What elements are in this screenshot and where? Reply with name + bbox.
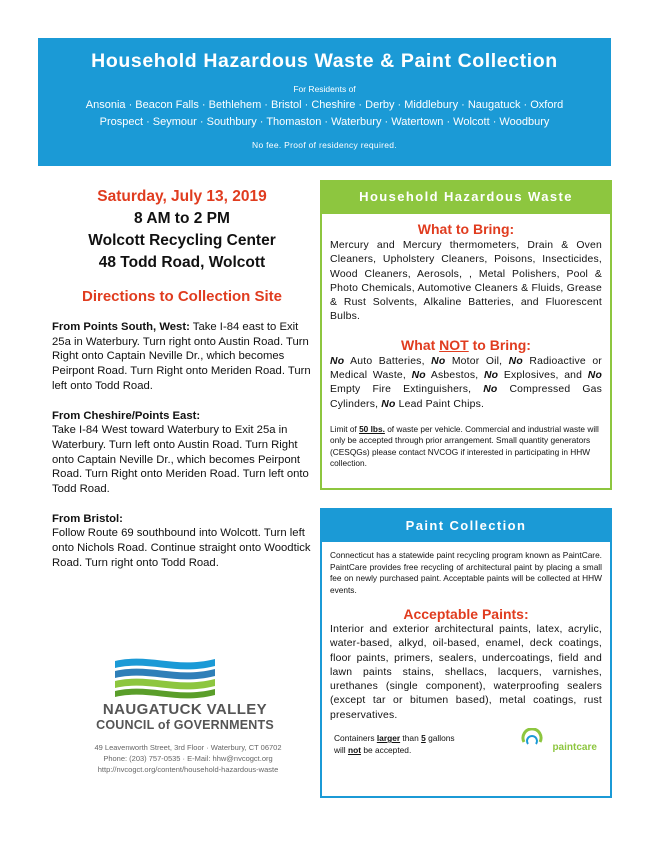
directions-lead: From Points South, West:: [52, 321, 190, 333]
not-item: Lead Paint Chips.: [395, 398, 485, 410]
limit-pre: Limit of: [330, 423, 360, 434]
containers-size: 5: [421, 733, 426, 744]
towns-line-2: Prospect · Seymour · Southbury · Thomaston · Waterbury · Watertown · Wolcott · Woodbury: [99, 116, 550, 128]
fee-note: No fee. Proof of residency required.: [252, 140, 397, 150]
containers-pre: Containers: [334, 733, 377, 744]
paint-box: [320, 508, 612, 798]
no-word: No: [431, 355, 446, 367]
event-details: [52, 188, 312, 272]
no-word: No: [381, 398, 396, 410]
directions-text: Take I-84 east to Exit 25a in Waterbury. Turn right onto Austin Road. Turn Right onto Captain Neville Dr., which becomes Peirpont Road. Turn Right onto Meriden Road. Turn left onto Todd Road.: [52, 321, 311, 392]
not-item: Auto Batteries,: [344, 355, 432, 367]
containers-mid: than: [400, 733, 422, 744]
not-title-pre: What: [401, 336, 440, 353]
for-residents-label: For Residents of: [293, 84, 356, 94]
directions-text: Follow Route 69 southbound into Wolcott. Turn left onto Nichols Road. Continue straight onto Woodtick Road. Turn right onto Todd Road.: [52, 527, 311, 569]
limit-amount: 50 lbs.: [359, 423, 385, 434]
not-item: Radioactive or Medical Waste,: [330, 355, 602, 382]
containers-larger: larger: [376, 733, 401, 744]
paintcare-logo: [520, 728, 597, 755]
org-phone-email: Phone: (203) 757-0535 · E-Mail: hhw@nvcogct.org: [103, 754, 273, 763]
left-column: [52, 188, 312, 571]
what-to-bring-title: What to Bring:: [417, 221, 515, 237]
paint-header: Paint Collection: [322, 510, 610, 542]
towns-line-1: Ansonia · Beacon Falls · Bethlehem · Bristol · Cheshire · Derby · Middlebury · Naugatuck · Oxford: [85, 99, 564, 111]
what-not-to-bring-list: [322, 355, 610, 412]
hhw-header: Household Hazardous Waste: [322, 182, 610, 214]
directions-section-south-west: [52, 320, 312, 394]
no-word: No: [587, 370, 603, 382]
paintcare-swirl-icon: [520, 728, 544, 750]
event-address: 48 Todd Road, Wolcott: [98, 254, 266, 271]
nvcog-logo: [85, 655, 285, 732]
not-title-em: NOT: [439, 336, 469, 353]
acceptable-paints-list: Interior and exterior architectural paints, latex, acrylic, water-based, alkyd, oil-based, enamel, deck coatings, floor paints, primers, sealers, undercoatings, field and lawn paints stains, shellacs, lacquers, varnishes, urethanes (single component), waterproofing sealers (except tar or bitumen based), metal coatings, rust preservatives.: [330, 624, 602, 721]
what-not-to-bring-title: [322, 337, 610, 353]
paint-intro: Connecticut has a statewide paint recycling program known as PaintCare. PaintCare provides free recycling of architectural paint by placing a small fee on newly purchased paint. Acceptable paints will be collected at HHW events.: [330, 550, 602, 595]
directions-title: Directions to Collection Site: [81, 288, 283, 305]
org-url[interactable]: http://nvcogct.org/content/household-hazardous-waste: [97, 765, 279, 774]
limit-post: of waste per vehicle. Commercial and industrial waste will only be accepted through prior arrangement. Small quantity generators (CESQGs) please contact NVCOG if interested in participating in HHW collection.: [330, 423, 599, 469]
waste-limit-note: [322, 424, 610, 470]
org-name-line-1: NAUGATUCK VALLEY: [102, 701, 268, 718]
directions-section-bristol: [52, 512, 312, 571]
event-date: Saturday, July 13, 2019: [97, 188, 267, 205]
no-word: No: [483, 384, 498, 396]
directions-lead: From Bristol:: [52, 512, 123, 525]
not-item: Empty Fire Extinguishers,: [330, 384, 484, 396]
no-word: No: [330, 355, 345, 367]
no-word: No: [508, 355, 523, 367]
org-contact: [58, 742, 318, 775]
no-word: No: [483, 370, 499, 382]
paintcare-text: paintcare: [552, 742, 597, 753]
towns-list: [38, 97, 611, 131]
event-venue: Wolcott Recycling Center: [88, 232, 276, 249]
not-item: Compressed Gas Cylinders,: [330, 384, 602, 410]
not-item: Asbestos,: [425, 370, 484, 382]
directions-lead: From Cheshire/Points East:: [52, 409, 201, 422]
containers-line2-post: be accepted.: [361, 744, 412, 755]
not-item: Explosives, and: [498, 370, 588, 382]
event-time: 8 AM to 2 PM: [134, 210, 230, 227]
not-item: Motor Oil,: [445, 355, 509, 367]
nvcog-logo-icon: [115, 655, 255, 699]
containers-unit: gallons: [425, 733, 455, 744]
what-to-bring-list: Mercury and Mercury thermometers, Drain & Oven Cleaners, Upholstery Cleaners, Poisons, Insecticides, Wood Cleaners, Aerosols, , Metal Polishers, Pool & Photo Chemicals, Automotive Cleaners & Fluids, Grease & Rust Solvents, Alkaline Batteries, and Fluorescent Bulbs.: [330, 240, 602, 323]
page-title: Household Hazardous Waste & Paint Collection: [91, 50, 558, 72]
containers-line2-pre: will: [334, 744, 348, 755]
org-name-line-2: COUNCIL of GOVERNMENTS: [96, 718, 274, 732]
org-address: 49 Leavenworth Street, 3rd Floor · Waterbury, CT 06702: [94, 743, 282, 752]
acceptable-paints-title: Acceptable Paints:: [403, 606, 529, 622]
directions-section-cheshire: [52, 409, 312, 497]
containers-not: not: [347, 744, 361, 755]
no-word: No: [411, 370, 426, 382]
hhw-box: [320, 180, 612, 490]
directions-text: Take I-84 West toward Waterbury to Exit 25a in Waterbury. Turn left onto Austin Road. Turn Right onto Captain Neville Dr., which becomes Peirpont Road. Turn Right onto Meriden Road. Turn left onto Todd Road.: [52, 424, 309, 496]
header-banner: [38, 38, 611, 166]
not-title-post: to Bring:: [468, 336, 531, 353]
